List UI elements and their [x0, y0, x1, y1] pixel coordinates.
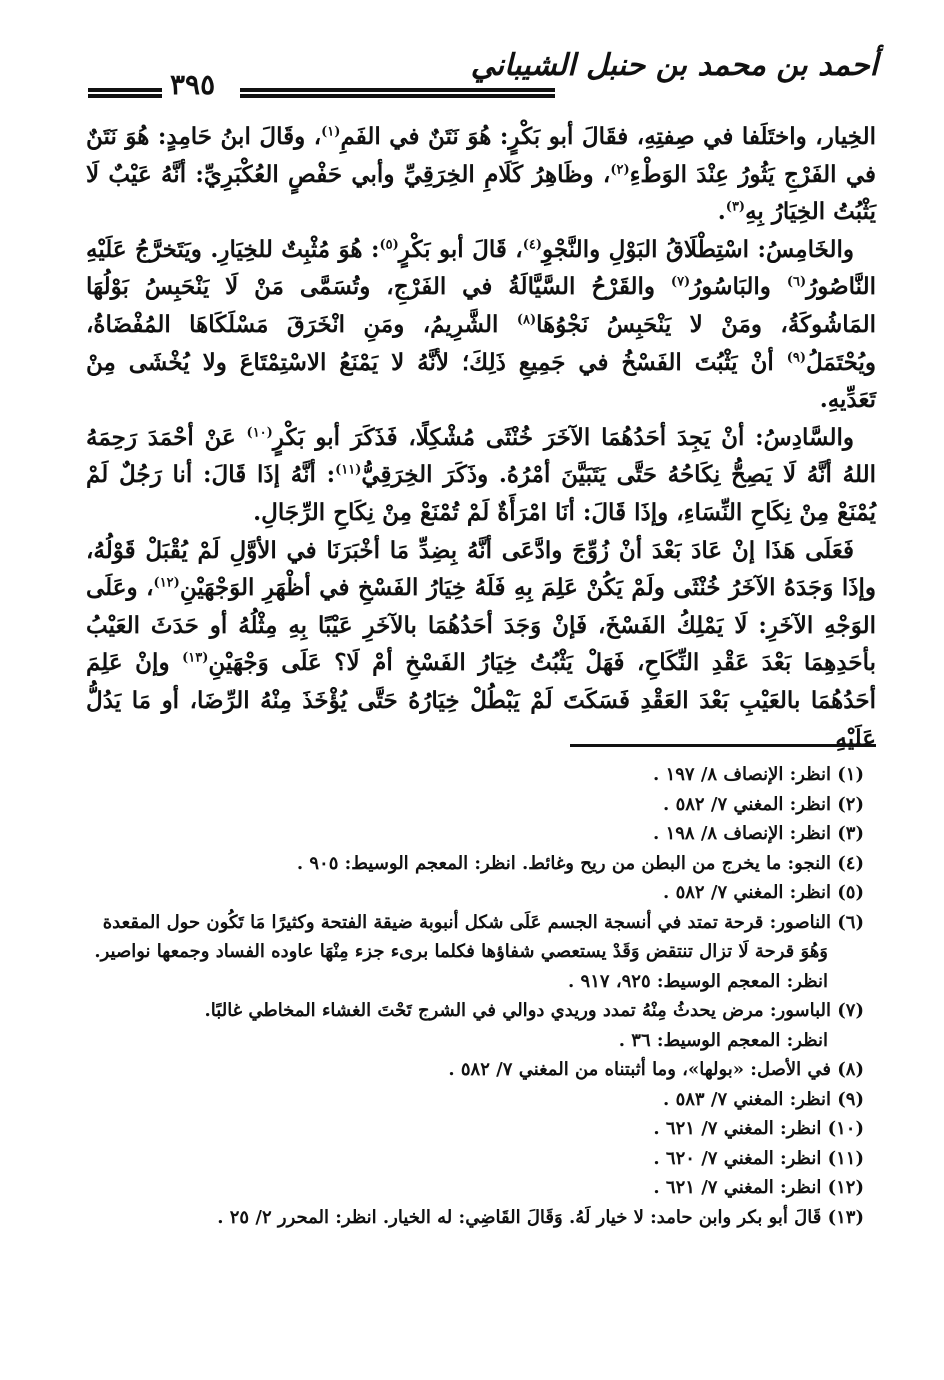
footnote-ref-3: (٣): [725, 199, 746, 215]
footnote-10: (١٠) انظر: المغني ٧/ ٦٢١ .: [653, 1118, 864, 1139]
footnote-separator: [570, 744, 876, 747]
footnote-12: (١٢) انظر: المغني ٧/ ٦٢١ .: [653, 1177, 864, 1198]
footnote-ref-1: (١): [321, 124, 341, 140]
footnote-5: (٥) انظر: المغني ٧/ ٥٨٢ .: [663, 882, 864, 903]
header-rule-right: [240, 88, 555, 98]
paragraph-2: والخَامِسُ: اسْتِطْلَاقُ البَوْلِ والنَّجْوِ$^{(٤)}$، قَالَ أبو بَكْرٍ$^{(٥)}$: هُوَ مُثْبِتٌ للخِيَارِ. ويَتَخرَّجُ عَلَيْهِ النَّاصُورُ$^{(٦)}$ والبَاسُورُ$^{(٧)}$ والقَرْحُ السَّيَّالَةُ في الفَرْجِ، وتُسَمَّى مَنْ لَا يَنْحَبِسُ بَوْلُهَا المَاشُوكَةُ، ومَنْ لا يَنْحَبِسُ نَجْوُهَا$^{(٨)}$ الشَّرِيمُ، ومَنِ انْخَرَقَ مَسْلَكَاهَا المُفْضَاةُ، ويُحْتَمَلُ$^{(٩)}$ أنْ يَثْبُتَ الفَسْخُ في جَمِيعِ ذَلِكَ؛ لأنَّهُ لا يَمْنَعُ الاسْتِمْتَاعَ ولا يُخْشَى مِنْ تَعَدِّيهِ.: [86, 235, 876, 414]
footnote-ref-10: (١٠): [246, 425, 273, 441]
footnote-3: (٣) انظر: الإنصاف ٨/ ١٩٨ .: [653, 823, 864, 844]
footnote-7-reference: انظر: المعجم الوسيط: ٣٦ .: [618, 1029, 828, 1051]
footnote-ref-13: (١٣): [182, 650, 209, 666]
footnote-ref-9: (٩): [786, 349, 806, 365]
footnote-ref-6: (٦): [786, 274, 807, 290]
footnote-4: (٤) النجو: ما يخرج من البطن من ريح وغائط. انظر: المعجم الوسيط: ٩٠٥ .: [296, 852, 864, 874]
footnote-ref-12: (١٢): [153, 575, 180, 591]
footnote-ref-2: (٢): [610, 161, 630, 177]
footnote-ref-5: (٥): [379, 237, 399, 253]
footnote-8: (٨) في الأصل: «بولها»، وما أثبتناه من المغني ٧/ ٥٨٢ .: [448, 1059, 864, 1080]
footnote-11: (١١) انظر: المغني ٧/ ٦٢٠ .: [653, 1147, 864, 1169]
page-number: ٣٩٥: [170, 68, 216, 101]
footnote-ref-8: (٨): [516, 312, 537, 328]
paragraph-4: فَعَلَى هَذَا إنْ عَادَ بَعْدَ أنْ زُوِّجَ وادَّعَى أنَّهُ بِضِدِّ مَا أخْبَرَنَا في الأوَّلِ لَمْ يُقْبَلْ قَوْلُهُ، وإذَا وَجَدَهُ الآخَرُ خُنْثَى ولَمْ يَكُنْ عَلِمَ بِهِ فَلَهُ خِيَارُ الفَسْخِ في أظْهَرِ الوَجْهَيْنِ$^{(١٢)}$، وعَلَى الوَجْهِ الآخَرِ: لَا يَمْلِكُ الفَسْخَ، فَإنْ وَجَدَ أحَدُهُمَا بالآخَرِ عَيْبًا بِهِ مِثْلُهُ أو حَدَثَ العَيْبُ بأحَدِهِمَا بَعْدَ عَقْدِ النِّكَاحِ، فَهَلْ يَثْبُتُ خِيَارُ الفَسْخِ أمْ لَا؟ عَلَى وَجْهَيْنِ$^{(١٣)}$ وإنْ عَلِمَ أحَدُهُمَا بالعَيْبِ بَعْدَ العَقْدِ فَسَكَتَ لَمْ يَبْطُلْ خِيَارُهُ حَتَّى يُؤْخَذَ مِنْهُ الرِّضَا، أو مَا يَدُلُّ عَلَيْهِ: [86, 536, 876, 752]
footnote-6-reference: انظر: المعجم الوسيط: ٩٢٥، ٩١٧ .: [567, 970, 828, 992]
footnote-2: (٢) انظر: المغني ٧/ ٥٨٢ .: [663, 793, 864, 815]
footnote-1: (١) انظر: الإنصاف ٨/ ١٩٧ .: [653, 764, 864, 785]
footnote-ref-4: (٤): [522, 237, 543, 253]
main-text: [86, 118, 876, 757]
footnote-ref-7: (٧): [670, 274, 691, 290]
header-rule-left: [88, 88, 162, 98]
footnote-ref-11: (١١): [335, 462, 362, 478]
footnote-7: (٧) الباسور: مرض يحدثُ مِنْهُ تمدد وريدي دوالي في الشرج تَحْتَ الغشاء المخاطي غالبًا.: [204, 1000, 864, 1021]
footnote-9: (٩) انظر: المغني ٧/ ٥٨٣ .: [663, 1088, 864, 1110]
footnotes: [86, 760, 864, 1232]
paragraph-1: الخِيار، واختَلَفا في صِفتِهِ، فقَالَ أبو بَكْرٍ: هُوَ نَتَنٌ في الفَمِ$^{(١)}$، وقَالَ ابنُ حَامِدٍ: هُوَ نَتَنٌ في الفَرْجِ يَثُورُ عِنْدَ الوَطْءِ$^{(٢)}$، وظَاهِرُ كَلَامِ الخِرَقِيِّ وأبي حَفْصٍ العُكْبَرِيِّ: أنَّهُ عَيْبٌ لَا يَثْبُتُ الخِيَارُ بِهِ$^{(٣)}$.: [86, 123, 876, 226]
paragraph-3: والسَّادِسُ: أنْ يَجِدَ أحَدُهُمَا الآخَرَ خُنْثَى مُشْكِلًا، فَذَكَرَ أبو بَكْرٍ$^{(١٠)}$ عَنْ أحْمَدَ رَحِمَهُ اللهُ أنَّهُ لَا يَصِحُّ نِكَاحُهُ حَتَّى يَتَبَيَّنَ أمْرُهُ. وذَكَرَ الخِرَقِيُّ$^{(١١)}$: أنَّهُ إذَا قَالَ: أنا رَجُلٌ لَمْ يُمْنَعْ مِنْ نِكَاحِ النِّسَاءِ، وإذَا قَالَ: أنَا امْرَأَةٌ لَمْ تُمْنَعْ مِنْ نِكَاحِ الرِّجَالِ.: [86, 423, 876, 526]
page-header: [88, 40, 878, 110]
running-title: أحمد بن محمد بن حنبل الشيباني: [470, 48, 878, 83]
footnote-13: (١٣) قَالَ أبو بكر وابن حامد: لا خيار لَهُ. وَقَالَ القَاضِي: له الخيار. انظر: المحرر ٢/ ٢٥ .: [217, 1206, 864, 1228]
footnote-6: (٦) الناصور: قرحة تمتد في أنسجة الجسم عَلَى شكل أنبوبة ضيقة الفتحة وكثيرًا مَا تَكُون حول المقعدة وَهُوَ قرحة لَا تزال تنتقض وَقَدْ يستعصي شفاؤها فكلما برىء جزء مِنْهَا عاوده الفساد وجمعها نواصير.: [94, 911, 864, 962]
